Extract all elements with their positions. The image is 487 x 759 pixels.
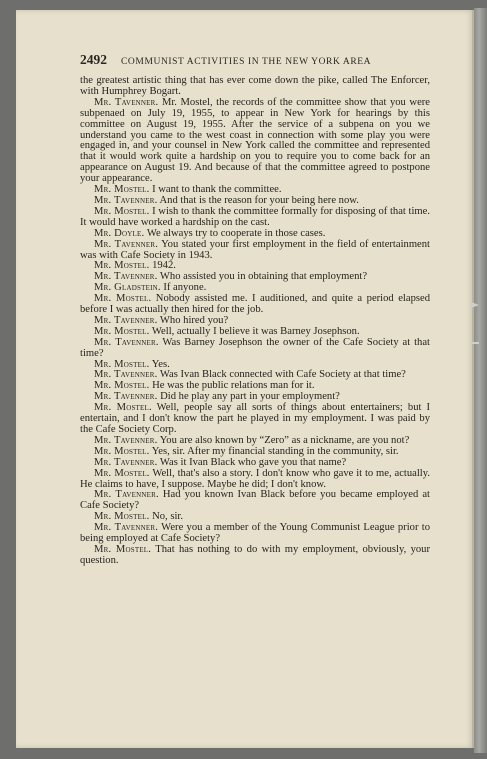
running-head: COMMUNIST ACTIVITIES IN THE NEW YORK AREA	[121, 57, 372, 67]
paragraph-text: Were you a member of the Young Communist League prior to being employed at Cafe Society?	[80, 522, 430, 545]
paragraph-text: the greatest artistic thing that has ever come down the pike, called The Enforcer, with Humphrey Bogart.	[80, 75, 430, 97]
paragraph-text: You stated your first employment in the field of entertainment was with Cafe Society in 1943.	[80, 238, 431, 261]
speaker-name: Mr. Mostel.	[94, 205, 150, 217]
paragraph-text: Was Barney Josephson the owner of the Cafe Society at that time?	[80, 336, 430, 359]
paragraph-text: Who hired you?	[157, 314, 229, 326]
speaker-name: Mr. Mostel.	[94, 402, 152, 414]
transcript-paragraph	[80, 294, 430, 316]
speaker-name: Mr. Mostel.	[94, 293, 152, 305]
speaker-name: Mr. Gladstein.	[94, 282, 161, 294]
paragraph-text: Mr. Mostel, the records of the committee show that you were subpenaed on July 19, 1955, to appear in New York for hearings by this committee on August 19, 1955. After the service of a subpena on you we understand you came to the west coast in connection with some play you were engaged in, and your counsel in New York called the committee and represented that it would work quite a hardship on you to require you to come back for an appearance on August 19. And because of that the committee agreed to postpone your appearance.	[80, 96, 431, 185]
speaker-name: Mr. Mostel.	[94, 184, 150, 196]
transcript-paragraph	[80, 469, 430, 491]
speaker-name: Mr. Tavenner.	[94, 456, 158, 468]
speaker-name: Mr. Mostel.	[94, 445, 150, 457]
speaker-name: Mr. Tavenner.	[94, 336, 159, 348]
transcript-paragraph	[80, 207, 430, 229]
speaker-name: Mr. Tavenner.	[94, 369, 158, 381]
transcript-paragraph	[80, 545, 430, 567]
speaker-name: Mr. Mostel.	[94, 543, 152, 555]
paragraph-text: Well, actually I believe it was Barney Josephson.	[149, 325, 360, 337]
speaker-name: Mr. Mostel.	[94, 511, 150, 523]
paragraph-text: Was it Ivan Black who gave you that name?	[157, 456, 347, 468]
transcript-paragraph	[80, 490, 430, 512]
paragraph-text: If anyone.	[160, 282, 207, 294]
speaker-name: Mr. Doyle.	[94, 227, 145, 239]
paragraph-text: Nobody assisted me. I auditioned, and quite a period elapsed before I was actually then hired for the job.	[80, 293, 430, 316]
transcript-body	[80, 76, 430, 567]
paragraph-text: Yes, sir. After my financial standing in the community, sir.	[149, 445, 399, 457]
paragraph-text: He was the public relations man for it.	[149, 380, 315, 392]
page-edge	[474, 8, 487, 753]
paragraph-text: I wish to thank the committee formally for disposing of that time. It would have worked a hardship on the cast.	[80, 205, 430, 228]
transcript-paragraph	[80, 76, 430, 98]
speaker-name: Mr. Tavenner.	[94, 489, 159, 501]
speaker-name: Mr. Tavenner.	[94, 522, 159, 534]
speaker-name: Mr. Tavenner.	[94, 194, 158, 206]
paragraph-text: No, sir.	[149, 511, 183, 523]
speaker-name: Mr. Tavenner.	[94, 271, 158, 283]
speaker-name: Mr. Tavenner.	[94, 434, 158, 446]
transcript-paragraph	[80, 240, 430, 262]
paragraph-text: Who assisted you in obtaining that employment?	[157, 271, 368, 283]
paragraph-text: That has nothing to do with my employment, obviously, your question.	[80, 543, 430, 566]
speaker-name: Mr. Mostel.	[94, 380, 150, 392]
speaker-name: Mr. Tavenner.	[94, 391, 158, 403]
speaker-name: Mr. Mostel.	[94, 467, 150, 479]
page-header	[80, 52, 440, 68]
speaker-name: Mr. Mostel.	[94, 260, 150, 272]
paragraph-text: Was Ivan Black connected with Cafe Society at that time?	[157, 369, 406, 381]
speaker-name: Mr. Mostel.	[94, 325, 150, 337]
paragraph-text: Did he play any part in your employment?	[157, 391, 340, 403]
speaker-name: Mr. Tavenner.	[94, 96, 159, 108]
speaker-name: Mr. Mostel.	[94, 358, 150, 370]
page-number: 2492	[80, 52, 107, 67]
paragraph-text: Well, that's also a story. I don't know who gave it to me, actually. He claims to have, I suppose. Maybe he did; I don't know.	[80, 467, 430, 490]
paragraph-text: We always try to cooperate in those cases.	[144, 227, 326, 239]
transcript-paragraph	[80, 98, 430, 185]
transcript-paragraph	[80, 403, 430, 436]
speaker-name: Mr. Tavenner.	[94, 238, 159, 250]
paragraph-text: Well, people say all sorts of things about entertainers; but I entertain, and I don't know the part he played in my employment. I was paid by the Cafe Society Corp.	[80, 402, 430, 435]
paragraph-text: Yes.	[149, 358, 170, 370]
transcript-paragraph	[80, 338, 430, 360]
speaker-name: Mr. Tavenner.	[94, 314, 158, 326]
paragraph-text: I want to thank the committee.	[149, 184, 282, 196]
paragraph-text: And that is the reason for your being here now.	[157, 194, 359, 206]
page-tab-line	[471, 342, 479, 344]
paragraph-text: You are also known by “Zero” as a nickname, are you not?	[157, 434, 410, 446]
transcript-paragraph	[80, 523, 430, 545]
paragraph-text: Had you known Ivan Black before you became employed at Cafe Society?	[80, 489, 430, 512]
paragraph-text: 1942.	[149, 260, 176, 272]
